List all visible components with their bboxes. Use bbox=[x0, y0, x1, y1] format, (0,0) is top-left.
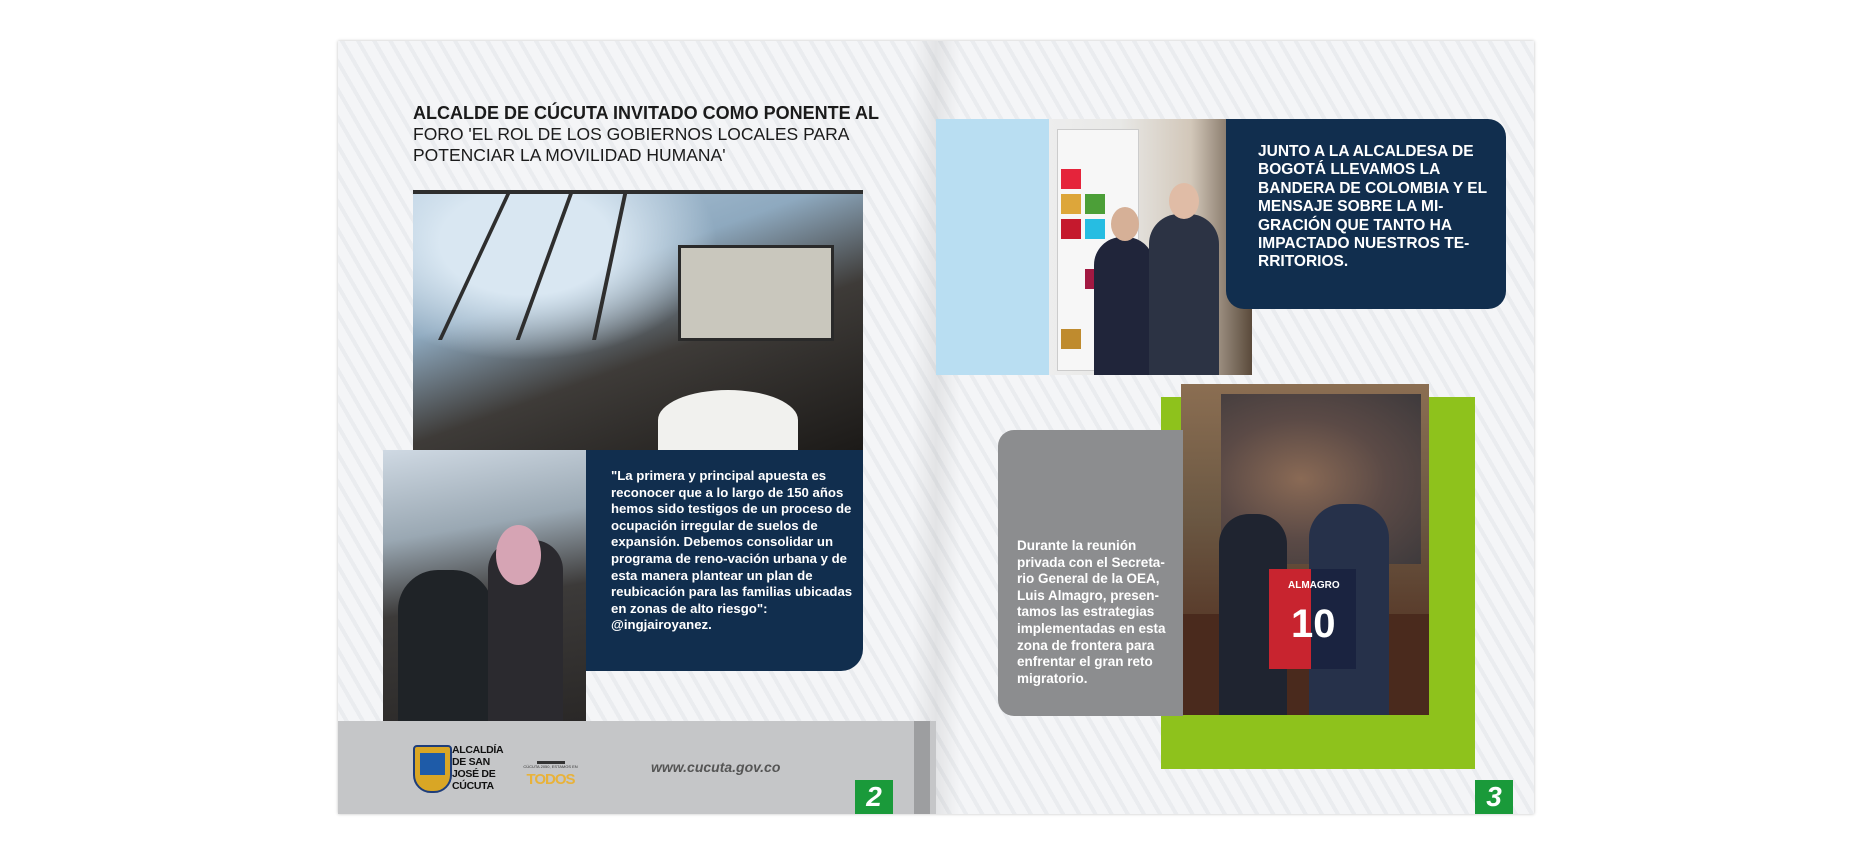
table bbox=[658, 390, 798, 450]
quote-box bbox=[586, 450, 863, 671]
bogota-caption: JUNTO A LA ALCALDESA DE BOGOTÁ LLEVAMOS LA BANDERA DE COLOMBIA Y EL MENSAJE SOBRE LA MI-GRACIÓN QUE TANTO HA IMPACTADO NUESTROS TE-RRITORIOS. bbox=[1258, 143, 1487, 271]
title-bold: ALCALDE DE CÚCUTA INVITADO COMO PONENTE AL bbox=[413, 103, 879, 123]
conference-photo bbox=[413, 190, 863, 450]
title-light: FORO 'EL ROL DE LOS GOBIERNOS LOCALES PARA POTENCIAR LA MOVILIDAD HUMANA' bbox=[413, 124, 849, 165]
oea-caption: Durante la reunión privada con el Secreta-rio General de la OEA, Luis Almagro, presen-tamos las estrategias implementadas en esta zona de frontera para enfrentar el gran reto migratorio. bbox=[1017, 538, 1166, 686]
quote-text: "La primera y principal apuesta es reconocer que a lo largo de 150 años hemos sido testigos de un proceso de ocupación irregular de suelos de expansión. Debemos consolidar un programa de reno-vación urbana y de esta manera plantear un plan de reubicación para las familias ubicadas en zonas de alto riesgo": @ingjairoyanez. bbox=[611, 468, 853, 633]
alcaldia-logo-text: ALCALDÍA DE SAN JOSÉ DE CÚCUTA bbox=[452, 744, 503, 792]
crown-icon bbox=[537, 745, 565, 764]
bogota-caption-box bbox=[1226, 119, 1506, 309]
right-page bbox=[936, 41, 1534, 814]
oea-caption-box bbox=[998, 430, 1183, 716]
magazine-spread bbox=[338, 41, 1534, 814]
oea-meeting-photo: ALMAGRO 10 bbox=[1181, 384, 1429, 715]
page-number: 3 bbox=[1475, 780, 1513, 814]
page-footer bbox=[338, 721, 936, 814]
article-title bbox=[413, 103, 883, 166]
todos-logo: CÚCUTA 2050, ESTAMOS EN TODOS bbox=[523, 745, 578, 789]
alcaldia-shield-logo bbox=[413, 745, 452, 793]
page-number: 2 bbox=[855, 780, 893, 814]
website-link[interactable]: www.cucuta.gov.co bbox=[651, 759, 781, 775]
bogota-mayor-photo bbox=[1049, 119, 1252, 375]
meeting-photo bbox=[383, 450, 586, 721]
left-page bbox=[338, 41, 936, 814]
projection-screen bbox=[678, 245, 834, 341]
sky-block bbox=[936, 119, 1049, 375]
